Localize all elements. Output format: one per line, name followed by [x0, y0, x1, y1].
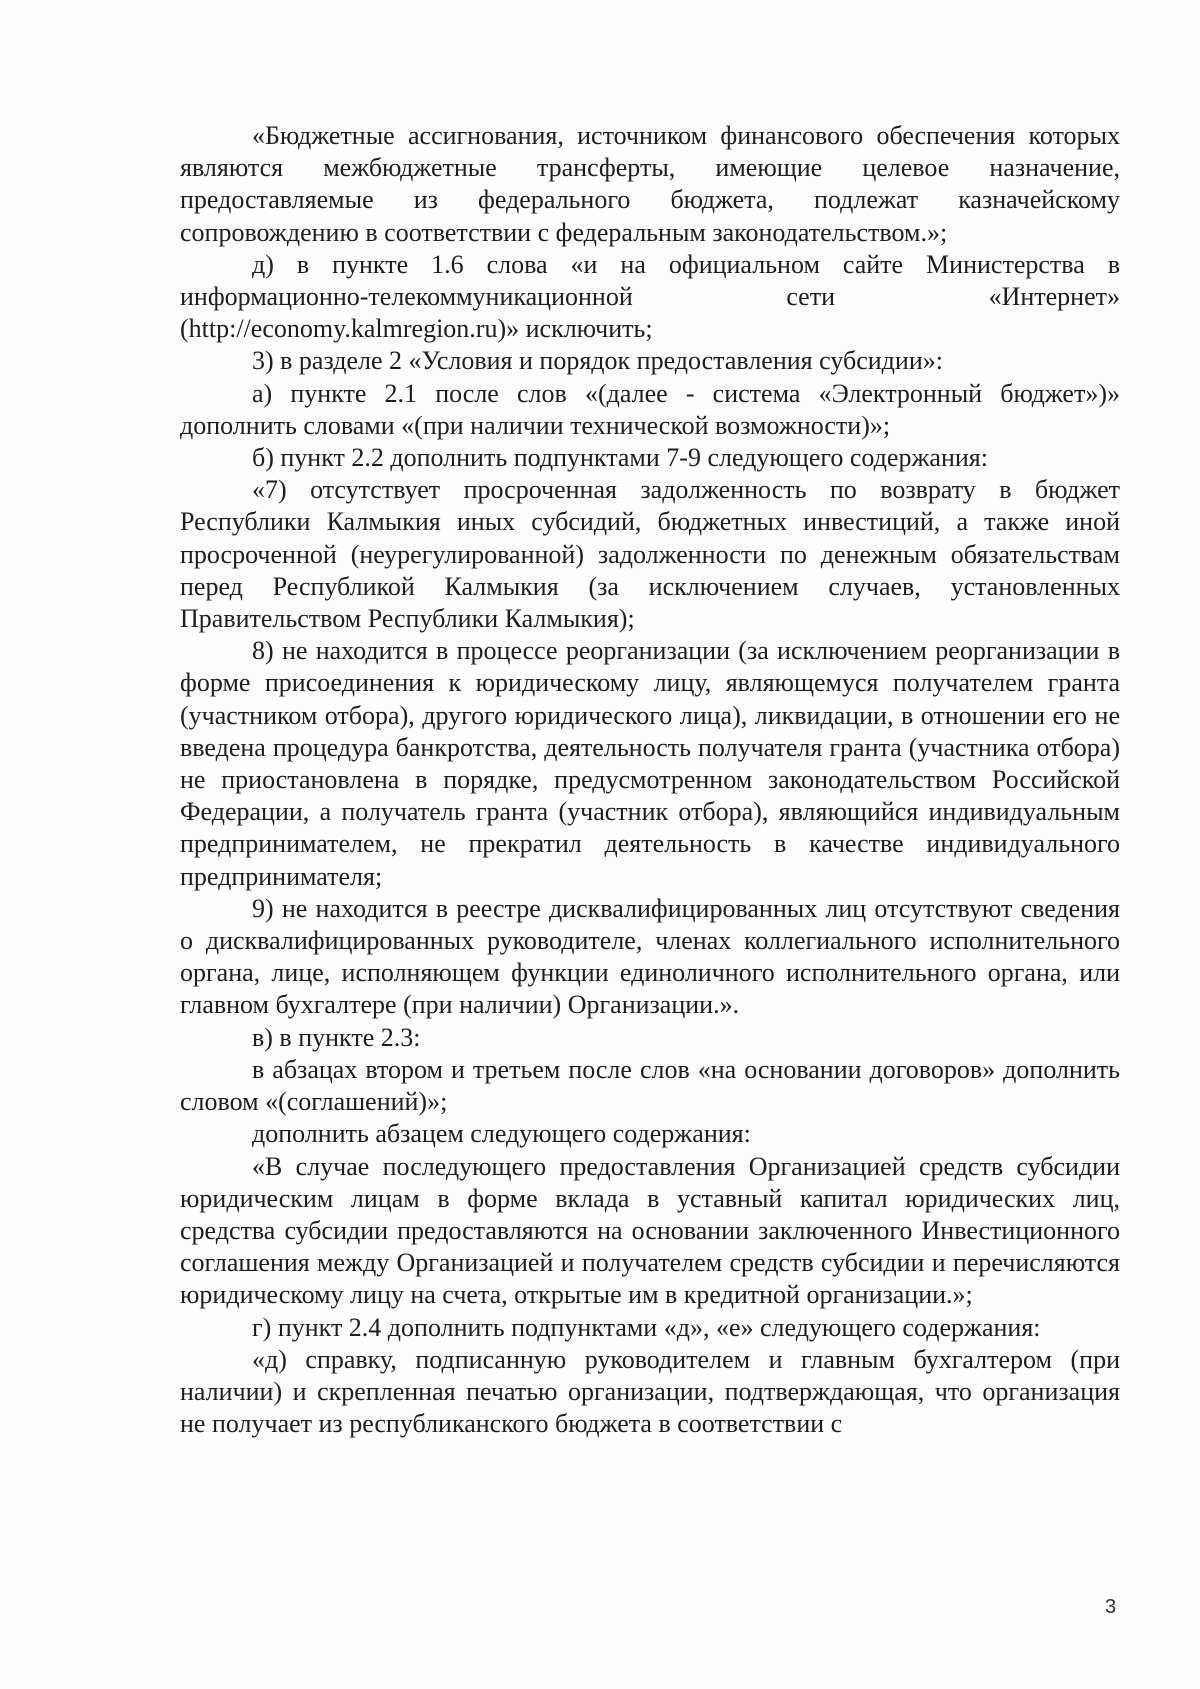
paragraph-add-abzats: дополнить абзацем следующего содержания:	[252, 1119, 751, 1149]
paragraph-subitem-7: «7) отсутствует просроченная задолженность по возврату в бюджет Республики Калмыкия иных субсидий, бюджетных инвестиций, а также иной просроченной (неурегулированной) задолженности по денежным обязательствам перед Республикой Калмыкия (за исключением случаев, установленных Правительством Республики Калмыкия);	[180, 475, 1120, 634]
page-number: 3	[1105, 1596, 1117, 1618]
paragraph-abzats-agreements: в абзацах втором и третьем после слов «на основании договоров» дополнить словом «(соглашений)»;	[180, 1054, 1120, 1117]
paragraph-subitem-9: 9) не находится в реестре дисквалифицированных лиц отсутствуют сведения о дисквалифицированных руководителе, членах коллегиального исполнительного органа, лице, исполняющем функции единоличного исполнительного органа, или главном бухгалтере (при наличии) Организации.».	[180, 893, 1120, 1020]
paragraph-item-g-2-4: г) пункт 2.4 дополнить подпунктами «д», «е» следующего содержания:	[252, 1312, 1041, 1342]
paragraph-budget-allocations: «Бюджетные ассигнования, источником финансового обеспечения которых являются межбюджетные трансферты, имеющие целевое назначение, предоставляемые из федерального бюджета, подлежат казначейскому сопровождению в соответствии с федеральным законодательством.»;	[180, 121, 1120, 247]
paragraph-item-a-2-1: а) пункте 2.1 после слов «(далее - система «Электронный бюджет»)» дополнить словами «(при наличии технической возможности)»;	[180, 378, 1120, 440]
paragraph-section-2: 3) в разделе 2 «Условия и порядок предоставления субсидии»:	[252, 346, 943, 376]
paragraph-item-d-1-6: д) в пункте 1.6 слова «и на официальном сайте Министерства в информационно-телекоммуникационной сети «Интернет» (http://economy.kalmregion.ru)» исключить;	[180, 249, 1120, 344]
paragraph-item-v-2-3: в) в пункте 2.3:	[252, 1022, 421, 1052]
paragraph-item-b-2-2: б) пункт 2.2 дополнить подпунктами 7-9 следующего содержания:	[252, 443, 988, 473]
paragraph-subitem-8: 8) не находится в процессе реорганизации (за исключением реорганизации в форме присоединения к юридическому лицу, являющемуся получателем гранта (участником отбора), другого юридического лица), ликвидации, в отношении его не введена процедура банкротства, деятельность получателя гранта (участника отбора) не приостановлена в порядке, предусмотренном законодательством Российской Федерации, а получатель гранта (участник отбора), являющийся индивидуальным предпринимателем, не прекратил деятельность в качестве индивидуального предпринимателя;	[180, 636, 1120, 891]
document-body	[180, 120, 1120, 1440]
paragraph-subitem-d-certificate: «д) справку, подписанную руководителем и главным бухгалтером (при наличии) и скрепленная печатью организации, подтверждающая, что организация не получает из республиканского бюджета в соответствии с	[180, 1344, 1120, 1439]
paragraph-subsidy-case: «В случае последующего предоставления Организацией средств субсидии юридическим лицам в форме вклада в уставный капитал юридических лиц, средства субсидии предоставляются на основании заключенного Инвестиционного соглашения между Организацией и получателем средств субсидии и перечисляются юридическому лицу на счета, открытые им в кредитной организации.»;	[180, 1151, 1120, 1310]
